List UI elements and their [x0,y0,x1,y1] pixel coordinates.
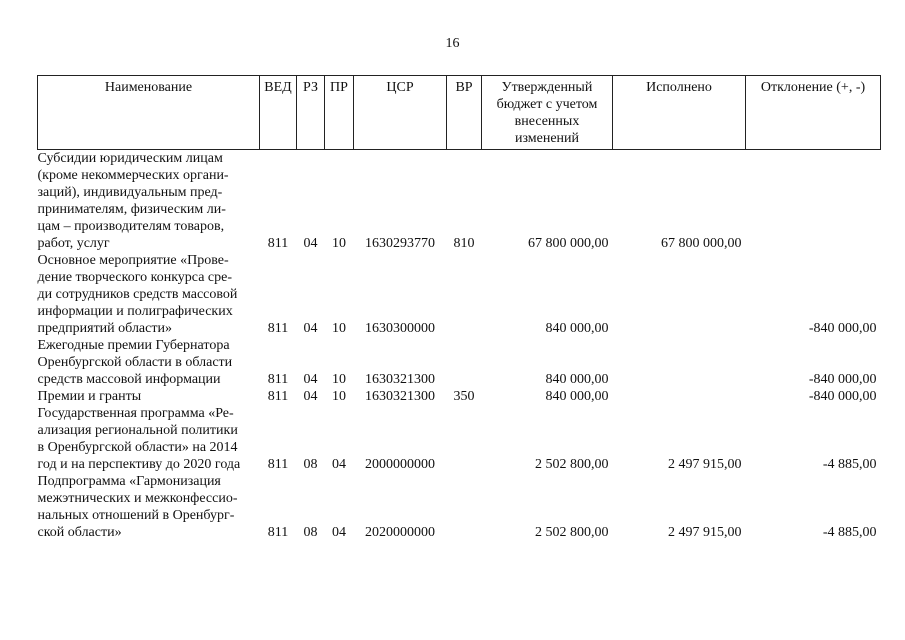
cell-name [38,252,260,337]
cell-pr: 10 [332,372,346,387]
cell-budget: 840 000,00 [545,372,609,387]
table-row [38,388,881,405]
cell-rz: 08 [303,457,318,472]
cell-name [38,337,260,388]
cell-vr [447,337,482,388]
name-line: год и на перспективу до 2020 года [37,457,241,472]
table-row [38,337,881,388]
cell-budget: 840 000,00 [545,321,609,336]
cell-vr: 810 [453,236,475,251]
name-line: Премии и гранты [37,389,142,404]
cell-vr [447,252,482,337]
cell-name [38,388,260,405]
name-line: работ, услуг [37,236,110,251]
cell-rz: 04 [303,236,318,251]
name-line: Основное мероприятие «Прове- [37,253,229,268]
cell-name [38,405,260,473]
cell-rz: 04 [303,321,318,336]
header-done: Исполнено [613,76,746,150]
cell-deviation: -840 000,00 [808,372,877,387]
cell-rz: 04 [303,389,318,404]
cell-csr: 1630321300 [365,372,435,387]
name-line: Оренбургской области в области [37,355,233,370]
name-line: дение творческого конкурса сре- [37,270,232,285]
budget-table [37,75,881,541]
cell-csr: 1630300000 [365,321,435,336]
cell-ved: 811 [267,457,289,472]
name-line: Государственная программа «Ре- [37,406,234,421]
cell-csr: 2020000000 [365,525,435,540]
name-line: (кроме некоммерческих органи- [37,168,229,183]
cell-rz: 04 [303,372,318,387]
cell-ved: 811 [267,236,289,251]
name-line: Ежегодные премии Губернатора [37,338,230,353]
name-line: нальных отношений в Оренбург- [37,508,235,523]
cell-rz: 08 [303,525,318,540]
name-line: Субсидии юридическим лицам [37,151,223,166]
cell-name [38,473,260,541]
cell-deviation [746,150,881,253]
name-line: межэтнических и межконфессио- [37,491,238,506]
cell-budget: 67 800 000,00 [528,236,609,251]
cell-budget: 840 000,00 [545,389,609,404]
cell-done: 2 497 915,00 [668,457,742,472]
table-row [38,405,881,473]
cell-ved: 811 [267,389,289,404]
cell-done [613,388,746,405]
name-line: средств массовой информации [37,372,221,387]
cell-csr: 2000000000 [365,457,435,472]
cell-name [38,150,260,253]
cell-budget: 2 502 800,00 [535,525,609,540]
header-budget: Утвержденный бюджет с учетом внесенных изменений [482,76,613,150]
name-line: принимателям, физическим ли- [37,202,226,217]
header-deviation: Отклонение (+, -) [746,76,881,150]
header-csr: ЦСР [354,76,447,150]
cell-budget: 2 502 800,00 [535,457,609,472]
cell-vr: 350 [453,389,475,404]
cell-pr: 04 [332,525,346,540]
name-line: ской области» [37,525,122,540]
cell-ved: 811 [267,525,289,540]
cell-ved: 811 [267,321,289,336]
cell-done [613,337,746,388]
cell-deviation: -840 000,00 [808,389,877,404]
cell-done: 2 497 915,00 [668,525,742,540]
header-vr: ВР [447,76,482,150]
cell-csr: 1630293770 [365,236,435,251]
page-number: 16 [445,36,460,51]
name-line: заций), индивидуальным пред- [37,185,223,200]
name-line: предприятий области» [37,321,172,336]
cell-pr: 10 [332,389,346,404]
cell-vr [447,473,482,541]
cell-pr: 04 [332,457,346,472]
cell-ved: 811 [267,372,289,387]
name-line: в Оренбургской области» на 2014 [37,440,238,455]
cell-pr: 10 [332,321,346,336]
cell-done: 67 800 000,00 [661,236,742,251]
name-line: ализация региональной политики [37,423,238,438]
table-header-row [38,76,881,150]
table-row [38,252,881,337]
header-rz: РЗ [297,76,325,150]
cell-csr: 1630321300 [365,389,435,404]
table-body [38,150,881,542]
cell-deviation: -4 885,00 [822,457,877,472]
header-name: Наименование [38,76,260,150]
cell-pr: 10 [332,236,346,251]
name-line: информации и полиграфических [37,304,233,319]
table-row [38,473,881,541]
header-ved: ВЕД [260,76,297,150]
header-pr: ПР [325,76,354,150]
cell-deviation: -840 000,00 [808,321,877,336]
name-line: ди сотрудников средств массовой [37,287,238,302]
cell-done [613,252,746,337]
cell-vr [447,405,482,473]
name-line: цам – производителям товаров, [37,219,225,234]
name-line: Подпрограмма «Гармонизация [37,474,221,489]
table-row [38,150,881,253]
cell-deviation: -4 885,00 [822,525,877,540]
